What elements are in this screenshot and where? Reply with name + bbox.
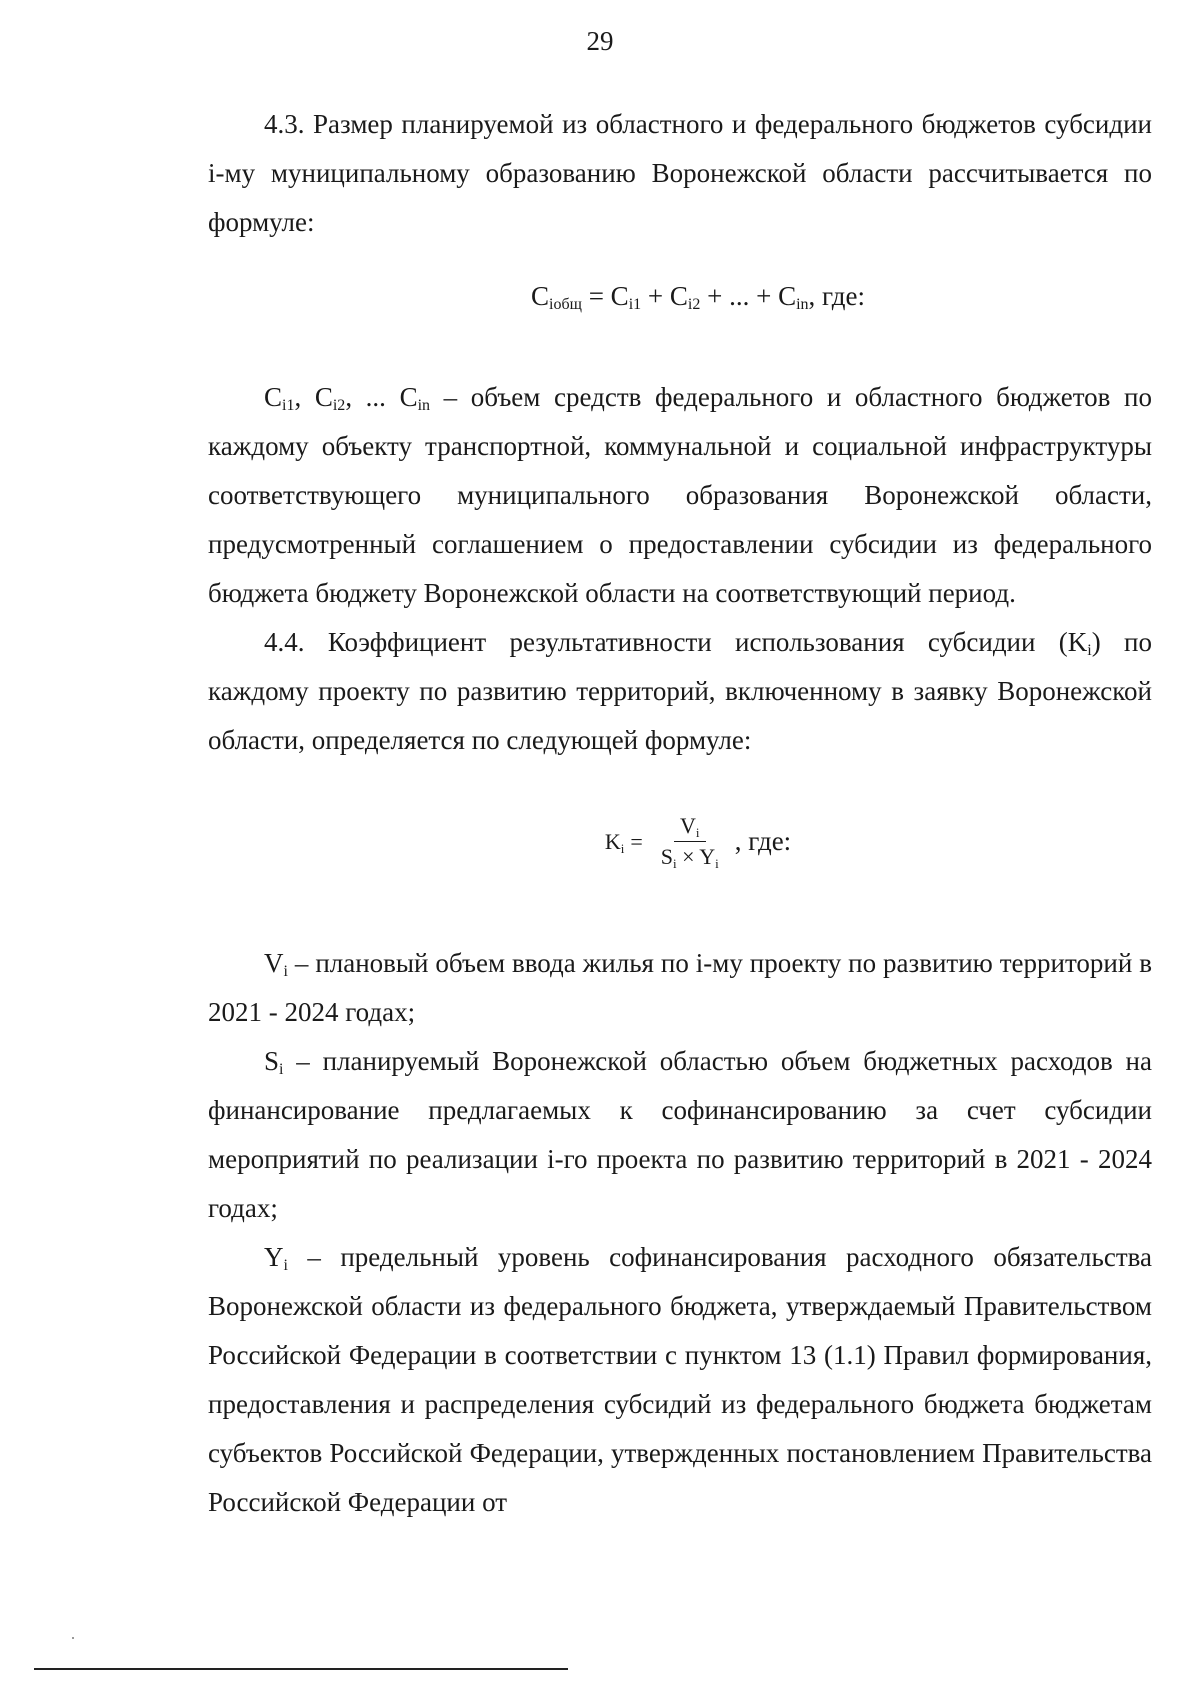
- formula-symbol: V: [264, 948, 284, 978]
- formula-operator: =: [581, 281, 611, 311]
- definition-v: [208, 939, 1152, 1037]
- fraction-numerator: [674, 811, 706, 842]
- formula-subscript: i: [1087, 642, 1092, 659]
- fraction-denominator: [655, 842, 725, 872]
- formula-subscript: i: [715, 855, 719, 871]
- formula-symbol: Y: [264, 1242, 284, 1272]
- formula-subscript: i: [695, 824, 700, 840]
- separator: , ...: [345, 382, 400, 412]
- formula-subscript: in: [417, 397, 431, 414]
- formula-suffix: , где:: [808, 281, 865, 311]
- definition-text: – плановый объем ввода жилья по i-му проекту по развитию территорий в 2021 - 2024 годах;: [208, 948, 1152, 1027]
- page-number: 29: [586, 26, 614, 56]
- formula-symbol: Y: [699, 843, 716, 869]
- definition-c: [208, 373, 1152, 618]
- formula-fraction: [655, 811, 725, 872]
- formula-subscript: iобщ: [549, 296, 582, 313]
- definition-y: [208, 1233, 1152, 1527]
- formula-symbol: S: [264, 1046, 280, 1076]
- formula-subscript: i: [279, 1061, 284, 1078]
- formula-subscript: i: [283, 963, 288, 980]
- formula-symbol: C: [264, 382, 283, 412]
- formula-subscript: i1: [628, 296, 642, 313]
- paragraph-4-3: 4.3. Размер планируемой из областного и федерального бюджетов субсидии i-му муниципальному образованию Воронежской области рассчитывается по формуле:: [208, 109, 1152, 237]
- footer-rule: [34, 1668, 568, 1670]
- formula-suffix: , где:: [734, 825, 792, 856]
- scan-speck: [72, 1637, 74, 1639]
- formula-symbol: C: [314, 382, 333, 412]
- formula-subscript: i: [283, 1257, 288, 1274]
- formula-symbol: C: [778, 281, 797, 311]
- formula-symbol: C: [399, 382, 418, 412]
- paragraph-4-4: [208, 618, 1152, 765]
- formula-operator: =: [630, 828, 643, 854]
- formula-operator: ×: [676, 843, 700, 869]
- formula-symbol: C: [610, 281, 629, 311]
- paragraph-text: 4.4. Коэффициент результативности использования субсидии (K: [264, 627, 1088, 657]
- definition-s: [208, 1037, 1152, 1233]
- formula-symbol: S: [660, 843, 673, 869]
- formula-symbol: V: [679, 812, 696, 838]
- formula-lhs: [605, 817, 625, 866]
- formula-symbol: C: [669, 281, 688, 311]
- formula-subscript: i2: [332, 397, 346, 414]
- definition-text: – планируемый Воронежской областью объем бюджетных расходов на финансирование предлагаемых к софинансированию за счет субсидии мероприятий по реализации i-го проекта по развитию территорий в 2021 - 2024 годах;: [208, 1046, 1152, 1223]
- formula-symbol: K: [604, 828, 621, 854]
- formula-symbol: C: [531, 281, 550, 311]
- definition-text: – объем средств федерального и областного бюджетов по каждому объекту транспортной, коммунальной и социальной инфраструктуры соответствующего муниципального образования Воронежской области, предусмотренный соглашением о предоставлении субсидии из федерального бюджета бюджету Воронежской области на соответствующий период.: [208, 382, 1153, 608]
- formula-coefficient: [208, 791, 1152, 891]
- formula-subscript: i: [620, 840, 625, 856]
- formula-operator: + ... +: [700, 281, 779, 311]
- formula-operator: +: [641, 281, 670, 311]
- formula-total-subsidy: [208, 247, 1152, 345]
- separator: ,: [294, 382, 315, 412]
- definition-text: – предельный уровень софинансирования расходного обязательства Воронежской области из федерального бюджета, утверждаемый Правительством Российской Федерации в соответствии с пунктом 13 (1.1) Правил формирования, предоставления и распределения субсидий из федерального бюджета бюджетам субъектов Российской Федерации, утвержденных постановлением Правительства Российской Федерации от: [208, 1242, 1152, 1517]
- document-body: [208, 100, 1152, 1527]
- paragraph-text: ) по каждому проекту по развитию территорий, включенному в заявку Воронежской области, определяется по следующей формуле:: [208, 627, 1152, 755]
- formula-subscript: in: [796, 296, 809, 313]
- formula-subscript: i: [673, 855, 677, 871]
- formula-subscript: i2: [687, 296, 701, 313]
- formula-subscript: i1: [282, 397, 295, 414]
